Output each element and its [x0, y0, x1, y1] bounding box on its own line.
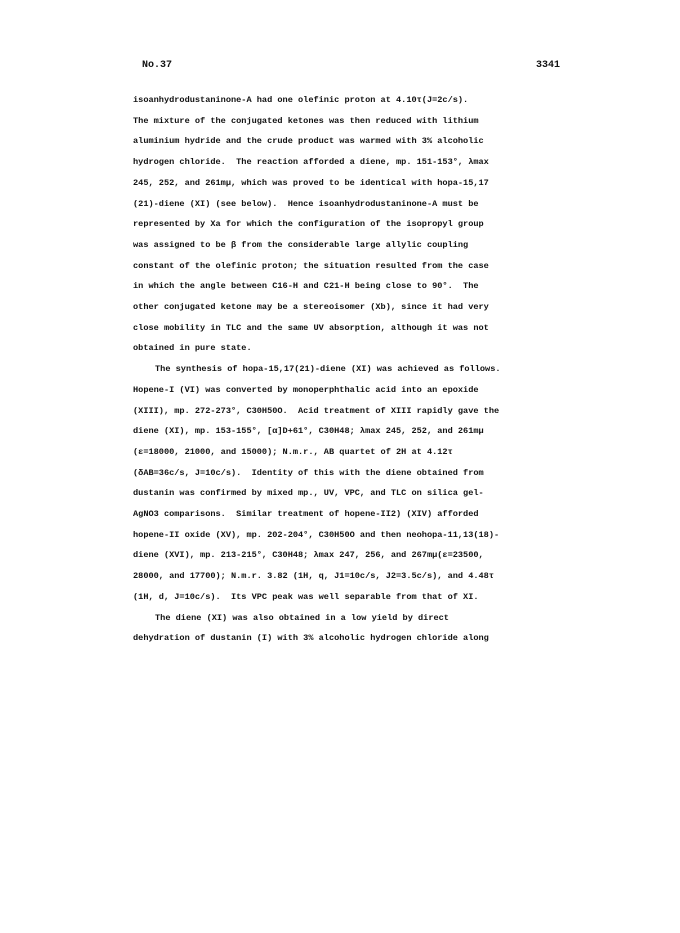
text-line: The diene (XI) was also obtained in a low yield by direct: [155, 612, 449, 623]
text-line: 28000, and 17700); N.m.r. 3.82 (1H, q, J1=10c/s, J2=3.5c/s), and 4.48τ: [133, 571, 494, 582]
text-line: represented by Xa for which the configuration of the isopropyl group: [133, 219, 484, 230]
page-number: 3341: [535, 60, 560, 71]
text-line: obtained in pure state.: [133, 343, 252, 354]
text-line: The mixture of the conjugated ketones was then reduced with lithium: [133, 115, 479, 126]
text-line: (ε=18000, 21000, and 15000); N.m.r., AB quartet of 2H at 4.12τ: [133, 446, 453, 457]
text-line: other conjugated ketone may be a stereoisomer (Xb), since it had very: [133, 302, 489, 313]
text-line: (1H, d, J=10c/s). Its VPC peak was well separable from that of XI.: [133, 591, 479, 602]
text-line: dehydration of dustanin (I) with 3% alcoholic hydrogen chloride along: [133, 633, 489, 644]
text-line: was assigned to be β from the considerable large allylic coupling: [133, 239, 469, 250]
text-line: aluminium hydride and the crude product was warmed with 3% alcoholic: [133, 136, 484, 147]
text-line: hydrogen chloride. The reaction afforded a diene, mp. 151-153°, λmax: [133, 157, 489, 168]
text-line: Hopene-I (VI) was converted by monoperphthalic acid into an epoxide: [133, 384, 479, 395]
paragraph-start-line: [133, 359, 565, 380]
text-line: The synthesis of hopa-15,17(21)-diene (XI) was achieved as follows.: [155, 364, 501, 375]
text-line: constant of the olefinic proton; the situation resulted from the case: [133, 260, 489, 271]
text-line: dustanin was confirmed by mixed mp., UV, VPC, and TLC on silica gel-: [133, 488, 484, 499]
text-line: (δAB=36c/s, J=10c/s). Identity of this with the diene obtained from: [133, 467, 484, 478]
text-line: isoanhydrodustaninone-A had one olefinic proton at 4.10τ(J=2c/s).: [133, 95, 469, 105]
text-line: 245, 252, and 261mμ, which was proved to be identical with hopa-15,17: [133, 177, 489, 188]
text-line: hopene-II oxide (XV), mp. 202-204°, C30H50O and then neohopa-11,13(18)-: [133, 529, 500, 540]
text-line: (21)-diene (XI) (see below). Hence isoanhydrodustaninone-A must be: [133, 198, 479, 209]
text-line: in which the angle between C16-H and C21-H being close to 90°. The: [133, 281, 479, 292]
article-body: [133, 90, 565, 649]
journal-number: No.37: [142, 60, 173, 71]
text-line: (XIII), mp. 272-273°, C30H50O. Acid treatment of XIII rapidly gave the: [133, 405, 500, 416]
text-line: diene (XVI), mp. 213-215°, C30H48; λmax 247, 256, and 267mμ(ε=23500,: [133, 550, 484, 561]
text-line: close mobility in TLC and the same UV absorption, although it was not: [133, 322, 489, 333]
text-line: diene (XI), mp. 153-155°, [α]D+61°, C30H48; λmax 245, 252, and 261mμ: [133, 426, 484, 437]
paragraph-start-line: [133, 608, 565, 629]
text-line: AgNO3 comparisons. Similar treatment of hopene-II2) (XIV) afforded: [133, 509, 479, 520]
